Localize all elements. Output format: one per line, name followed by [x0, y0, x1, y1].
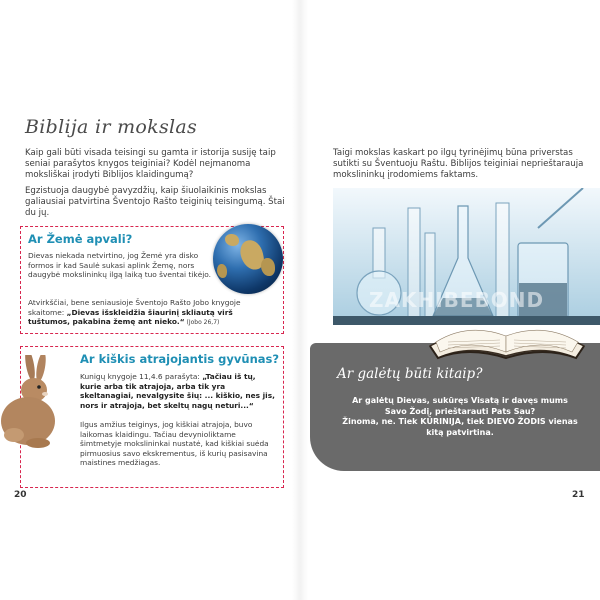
globe-image: [213, 224, 283, 294]
page-number-right: 21: [572, 490, 585, 500]
intro-paragraph-2: Egzistuoja daugybė pavyzdžių, kaip šiuolaikinis mokslas galiausiai patvirtina Šventojo Rašto teiginių teisingumą. Štai du jų.: [25, 186, 285, 218]
rabbit-box-heading: Ar kiškis atrajojantis gyvūnas?: [80, 352, 280, 366]
open-bible-image: [426, 306, 588, 362]
rabbit-box-text-2: Ilgus amžius teiginys, jog kiškiai atrajoja, buvo laikomas klaidingu. Tačiau devynioliktame šimtmetyje mokslininkai nustatė, kad kiškiai suėda pirmuosius savo ekskrementus, iš kurių pasisavina maistines medžiagas.: [80, 420, 269, 468]
earth-box-heading: Ar Žemė apvali?: [28, 232, 133, 246]
rabbit-box-text-1: Kunigų knygoje 11,4.6 parašyta: „Tačiau iš tų, kurie arba tik atrajoja, arba tik yra skeltanagiai, nevalgysite šių: ... kiškio, nes jis, nors ir atrajoja, bet skeltų nagų neturi...“: [80, 372, 275, 410]
question-heading: Ar galėtų būti kitaip?: [337, 366, 483, 382]
rabbit-image: [0, 355, 70, 450]
earth-box-text-2: Atvirkščiai, bene seniausioje Šventojo Rašto Jobo knygoje skaitome: „Dievas išskleidžia šiaurinį skliautą virš tuštumos, pakabina žemę ant nieko.“ (Jobo 26,7): [28, 298, 241, 327]
page-number-left: 20: [14, 490, 27, 500]
image-watermark: ZAKHIBEBOND: [369, 288, 545, 312]
earth-box-text-1: Dievas niekada netvirtino, jog Žemė yra disko formos ir kad Saulė sukasi aplink Žemę, nors daugybė mokslininkų ilgą laiką tuo šventai tikėjo.: [28, 251, 212, 280]
lab-glassware-image: [333, 188, 600, 325]
question-text: Ar galėtų Dievas, sukūręs Visatą ir davęs mums Savo Žodį, prieštarauti Pats Sau? Žinoma, ne. Tiek KŪRINIJA, tiek DIEVO ŽODIS vienas kitą patvirtina.: [342, 396, 578, 437]
page-title: Biblija ir mokslas: [25, 116, 198, 138]
right-intro-paragraph: Taigi mokslas kaskart po ilgų tyrinėjimų būna priverstas sutikti su Šventuoju Raštu. Biblijos teiginiai neprieštarauja mokslininkų įrodomiems faktams.: [333, 148, 584, 180]
intro-paragraph-1: Kaip gali būti visada teisingi su gamta ir istorija susiję taip seniai parašytos knygos teiginiai? Kodėl nejmanoma moksliškai įrodyti Biblijos klaidingumą?: [25, 148, 276, 180]
